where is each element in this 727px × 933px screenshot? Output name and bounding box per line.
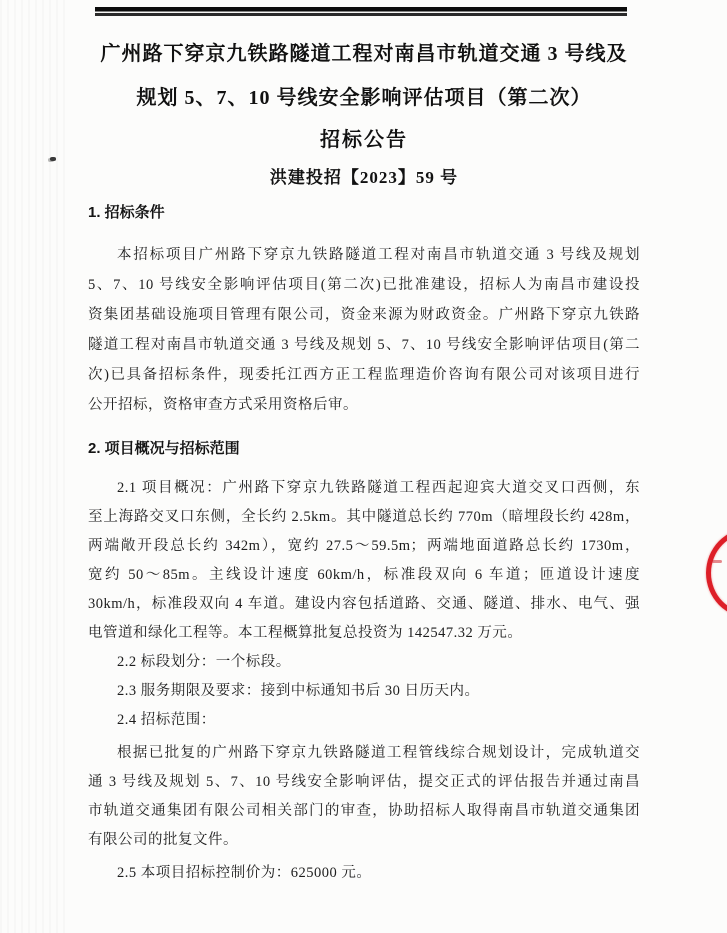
clause-2-5-line: 2.5 本项目招标控制价为：625000 元。 (117, 865, 372, 881)
clause-2-1-paragraph (88, 474, 640, 648)
section-1-heading: 1. 招标条件 (88, 204, 165, 221)
clause-2-3-line: 2.3 服务期限及要求：接到中标通知书后 30 日历天内。 (117, 683, 480, 699)
document-reference-number: 洪建投招【2023】59 号 (269, 168, 459, 187)
paragraph-line: 2.1 项目概况：广州路下穿京九铁路隧道工程西起迎宾大道交叉口西侧，东 (117, 480, 640, 496)
document-title-block (88, 0, 640, 196)
clause-2-4-paragraph (88, 739, 640, 855)
paragraph-line: 有限公司的批复文件。 (88, 832, 238, 848)
paragraph-line: 隧道工程对南昌市轨道交通 3 号线及规划 5、7、10 号线安全影响评估项目(第二 (88, 337, 640, 353)
clause-2-4-line: 2.4 招标范围： (117, 712, 216, 728)
paragraph-line: 5、7、10 号线安全影响评估项目(第二次)已批准建设，招标人为南昌市建设投 (88, 277, 640, 293)
paragraph-line: 根据已批复的广州路下穿京九铁路隧道工程管线综合规划设计，完成轨道交 (117, 745, 640, 761)
paragraph-line: 公开招标，资格审查方式采用资格后审。 (88, 397, 358, 413)
paragraph-line: 资集团基础设施项目管理有限公司，资金来源为财政资金。广州路下穿京九铁路 (88, 307, 640, 323)
paragraph-line: 本招标项目广州路下穿京九铁路隧道工程对南昌市轨道交通 3 号线及规划 (117, 247, 640, 263)
section-1-paragraph (88, 240, 640, 420)
document-title-line-2: 规划 5、7、10 号线安全影响评估项目（第二次） (136, 87, 592, 109)
paragraph-line: 30km/h，标准段双向 4 车道。建设内容包括道路、交通、隧道、排水、电气、强 (88, 596, 640, 612)
paragraph-line: 通 3 号线及规划 5、7、10 号线安全影响评估，提交正式的评估报告并通过南昌 (88, 774, 640, 790)
paragraph-line: 次)已具备招标条件，现委托江西方正工程监理造价咨询有限公司对该项目进行 (88, 367, 640, 383)
paragraph-line: 市轨道交通集团有限公司相关部门的审查，协助招标人取得南昌市轨道交通集团 (88, 803, 640, 819)
document-title-line-1: 广州路下穿京九铁路隧道工程对南昌市轨道交通 3 号线及 (100, 43, 628, 65)
section-2-body (88, 474, 640, 888)
paragraph-line: 电管道和绿化工程等。本工程概算批复总投资为 142547.32 万元。 (88, 625, 523, 641)
scan-ink-speck (50, 157, 56, 161)
paragraph-line: 至上海路交叉口东侧，全长约 2.5km。其中隧道总长约 770m（暗埋段长约 428m， (88, 509, 640, 525)
clause-2-2-line: 2.2 标段划分：一个标段。 (117, 654, 291, 670)
notice-type-title: 招标公告 (320, 129, 408, 151)
section-2-heading: 2. 项目概况与招标范围 (88, 440, 240, 457)
paragraph-line: 宽约 50～85m。主线设计速度 60km/h，标准段双向 6 车道；匝道设计速度 (88, 567, 640, 583)
paragraph-line: 两端敞开段总长约 342m），宽约 27.5～59.5m；两端地面道路总长约 1730m， (88, 538, 640, 554)
red-seal-stamp-partial (706, 528, 727, 618)
red-seal-mark (712, 560, 722, 563)
document-content (88, 0, 640, 888)
